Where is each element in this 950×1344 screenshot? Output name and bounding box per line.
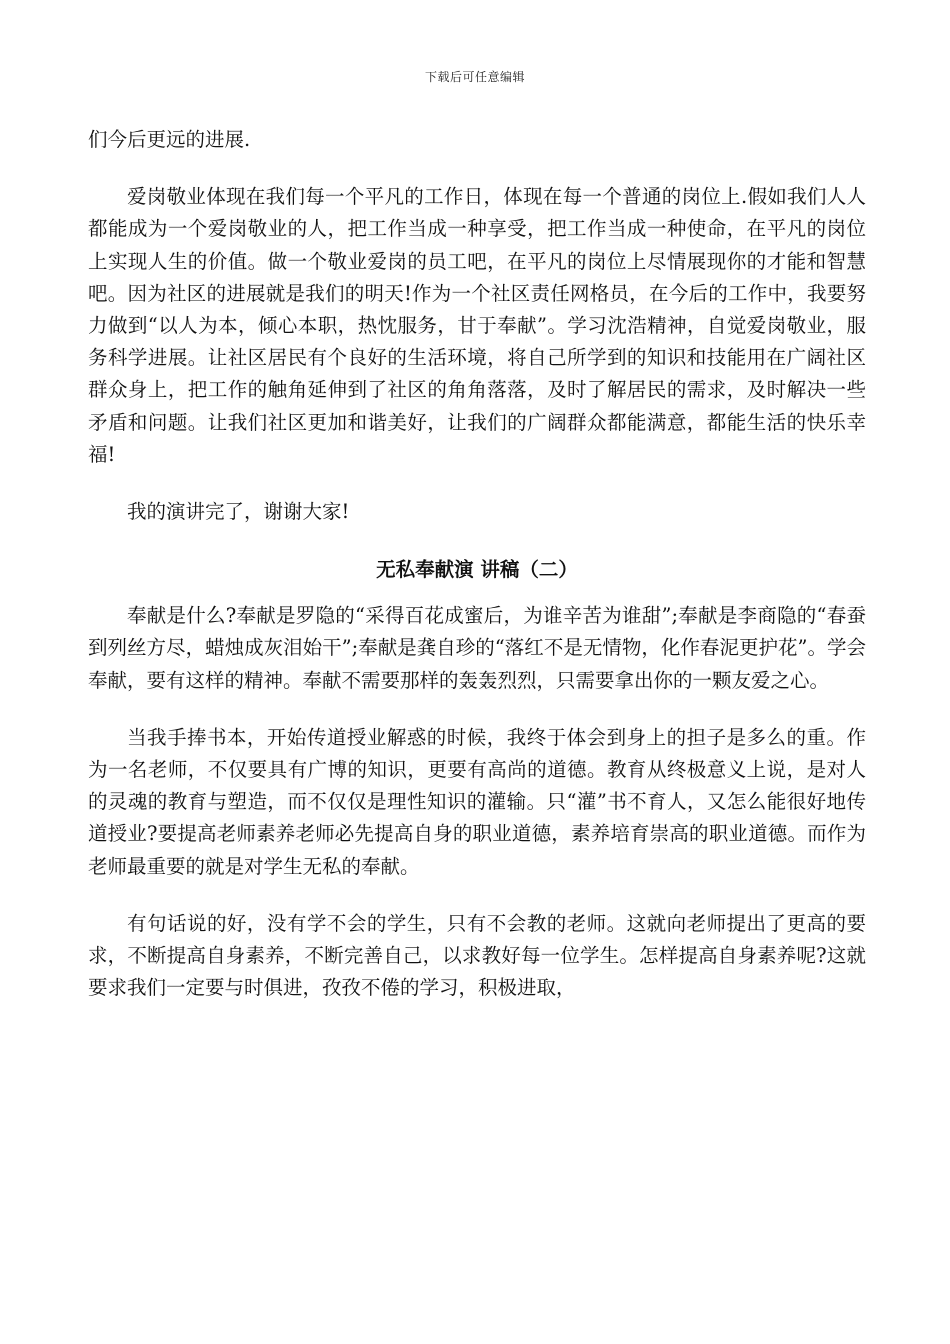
paragraph-teacher-duty: 当我手捧书本，开始传道授业解惑的时候，我终于体会到身上的担子是多么的重。作为一名老师，不仅要具有广博的知识，更要有高尚的道德。教育从终极意义上说，是对人的灵魂的教育与塑造，而不仅仅是理性知识的灌输。只“灌”书不育人，又怎么能很好地传道授业?要提高老师素养老师必先提高自身的职业道德，素养培育崇高的职业道德。而作为老师最重要的就是对学生无私的奉献。 bbox=[88, 725, 866, 878]
document-body bbox=[88, 124, 866, 1004]
paragraph-dedication: 爱岗敬业体现在我们每一个平凡的工作日，体现在每一个普通的岗位上.假如我们人人都能成为一个爱岗敬业的人，把工作当成一种享受，把工作当成一种使命，在平凡的岗位上实现人生的价值。做一个敬业爱岗的员工吧，在平凡的岗位上尽情展现你的才能和智慧吧。因为社区的进展就是我们的明天!作为一个社区责任网格员，在今后的工作中，我要努力做到“以人为本，倾心本职，热忱服务，甘于奉献”。学习沈浩精神，自觉爱岗敬业，服务科学进展。让社区居民有个良好的生活环境，将自己所学到的知识和技能用在广阔社区群众身上，把工作的触角延伸到了社区的角角落落，及时了解居民的需求，及时解决一些矛盾和问题。让我们社区更加和谐美好，让我们的广阔群众都能满意，都能生活的快乐幸福! bbox=[88, 185, 866, 466]
paragraph-what-is-dedication: 奉献是什么?奉献是罗隐的“采得百花成蜜后，为谁辛苦为谁甜”;奉献是李商隐的“春蚕到列丝方尽，蜡烛成灰泪始干”;奉献是龚自珍的“落红不是无情物，化作春泥更护花”。学会奉献，要有这样的精神。奉献不需要那样的轰轰烈烈，只需要拿出你的一颗友爱之心。 bbox=[88, 604, 866, 692]
paragraph-continuation: 们今后更远的进展. bbox=[88, 128, 251, 151]
paragraph-closing: 我的演讲完了，谢谢大家! bbox=[127, 500, 350, 524]
page-header: 下载后可任意编辑 bbox=[424, 70, 525, 84]
section-title: 无私奉献演 讲稿（二） bbox=[376, 558, 578, 582]
paragraph-self-improvement: 有句话说的好，没有学不会的学生，只有不会教的老师。这就向老师提出了更高的要求，不断提高自身素养，不断完善自己，以求教好每一位学生。怎样提高自身素养呢?这就要求我们一定要与时俱进，孜孜不倦的学习，积极进取， bbox=[88, 911, 866, 1000]
